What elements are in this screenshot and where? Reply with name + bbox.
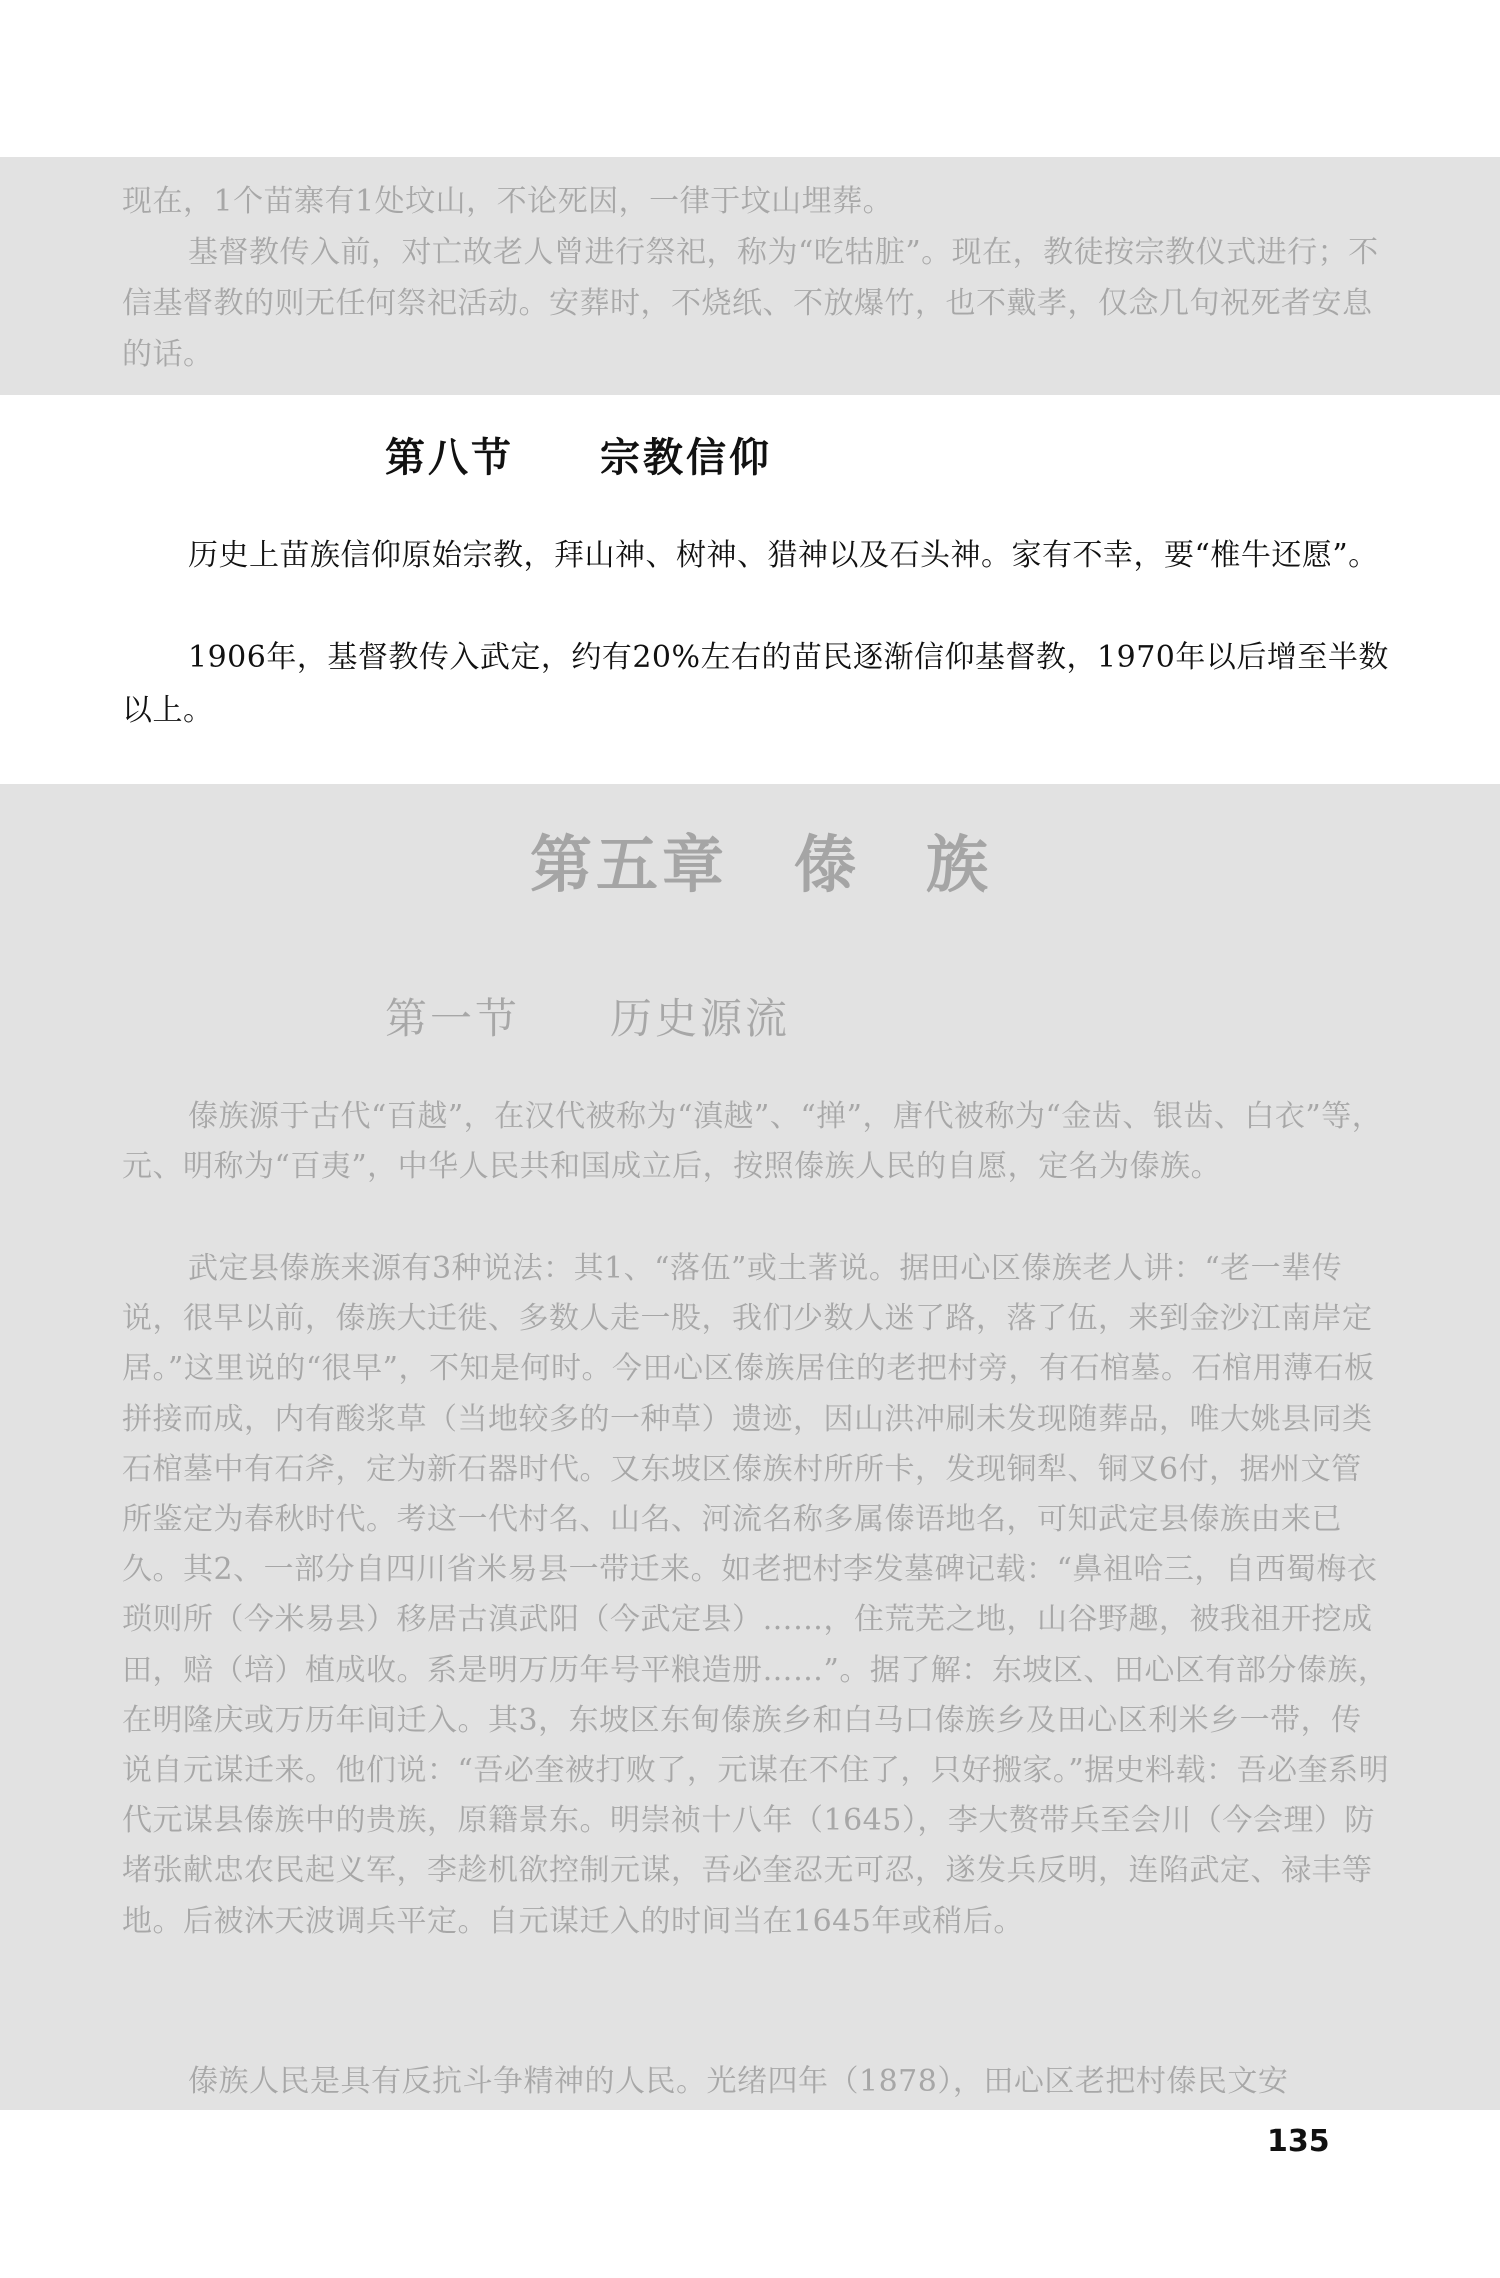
paragraph-christianity: 1906年，基督教传入武定，约有20%左右的苗民逐渐信仰基督教，1970年以后增至半数以上。 [122,640,1389,728]
paragraph-primitive-religion: 历史上苗族信仰原始宗教，拜山神、树神、猎神以及石头神。家有不幸，要“椎牛还愿”。 [188,538,1379,573]
chapter-title: 第五章 傣 族 [530,828,993,901]
section-title-religion: 第八节 宗教信仰 [385,434,772,481]
paragraph-sacrifice-custom: 基督教传入前，对亡故老人曾进行祭祀，称为“吃牯脏”。现在，教徒按宗教仪式进行；不信基督教的则无任何祭祀活动。安葬时，不烧纸、不放爆竹，也不戴孝，仅念几句祝死者安息的话。 [122,235,1379,372]
page-number: 135 [1267,2124,1330,2159]
paragraph-origin: 傣族源于古代“百越”，在汉代被称为“滇越”、“掸”，唐代被称为“金齿、银齿、白衣”等，元、明称为“百夷”，中华人民共和国成立后，按照傣族人民的自愿，定名为傣族。 [122,1099,1383,1184]
paragraph-burial-mountain: 现在，1个苗寨有1处坟山，不论死因，一律于坟山埋葬。 [122,184,894,219]
section-title-history: 第一节 历史源流 [385,994,791,1043]
paragraph-three-theories: 武定县傣族来源有3种说法：其1、“落伍”或土著说。据田心区傣族老人讲：“老一辈传说，很早以前，傣族大迁徙、多数人走一股，我们少数人迷了路，落了伍，来到金沙江南岸定居。”这里说的“很早”，不知是何时。今田心区傣族居住的老把村旁，有石棺墓。石棺用薄石板拼接而成，内有酸浆草（当地较多的一种草）遗迹，因山洪冲刷未发现随葬品，唯大姚县同类石棺墓中有石斧，定为新石器时代。又东坡区傣族村所所卡，发现铜犁、铜叉6付，据州文管所鉴定为春秋时代。考这一代村名、山名、河流名称多属傣语地名，可知武定县傣族由来已久。其2、一部分自四川省米易县一带迁来。如老把村李发墓碑记载：“鼻祖哈三，自西蜀梅衣琐则所（今米易县）移居古滇武阳（今武定县）……，住荒芜之地，山谷野趣，被我祖开挖成田，赔（培）植成收。系是明万历年号平粮造册……”。据了解：东坡区、田心区有部分傣族，在明隆庆或万历年间迁入。其3，东坡区东甸傣族乡和白马口傣族乡及田心区利米乡一带，传说自元谋迁来。他们说：“吾必奎被打败了，元谋在不住了，只好搬家。”据史料载：吾必奎系明代元谋县傣族中的贵族，原籍景东。明崇祯十八年（1645），李大赘带兵至会川（今会理）防堵张献忠农民起义军，李趁机欲控制元谋，吾必奎忍无可忍，遂发兵反明，连陷武定、禄丰等地。后被沐天波调兵平定。自元谋迁入的时间当在1645年或稍后。 [122,1251,1390,1939]
paragraph-resistance: 傣族人民是具有反抗斗争精神的人民。光绪四年（1878），田心区老把村傣民文安 [188,2064,1289,2099]
